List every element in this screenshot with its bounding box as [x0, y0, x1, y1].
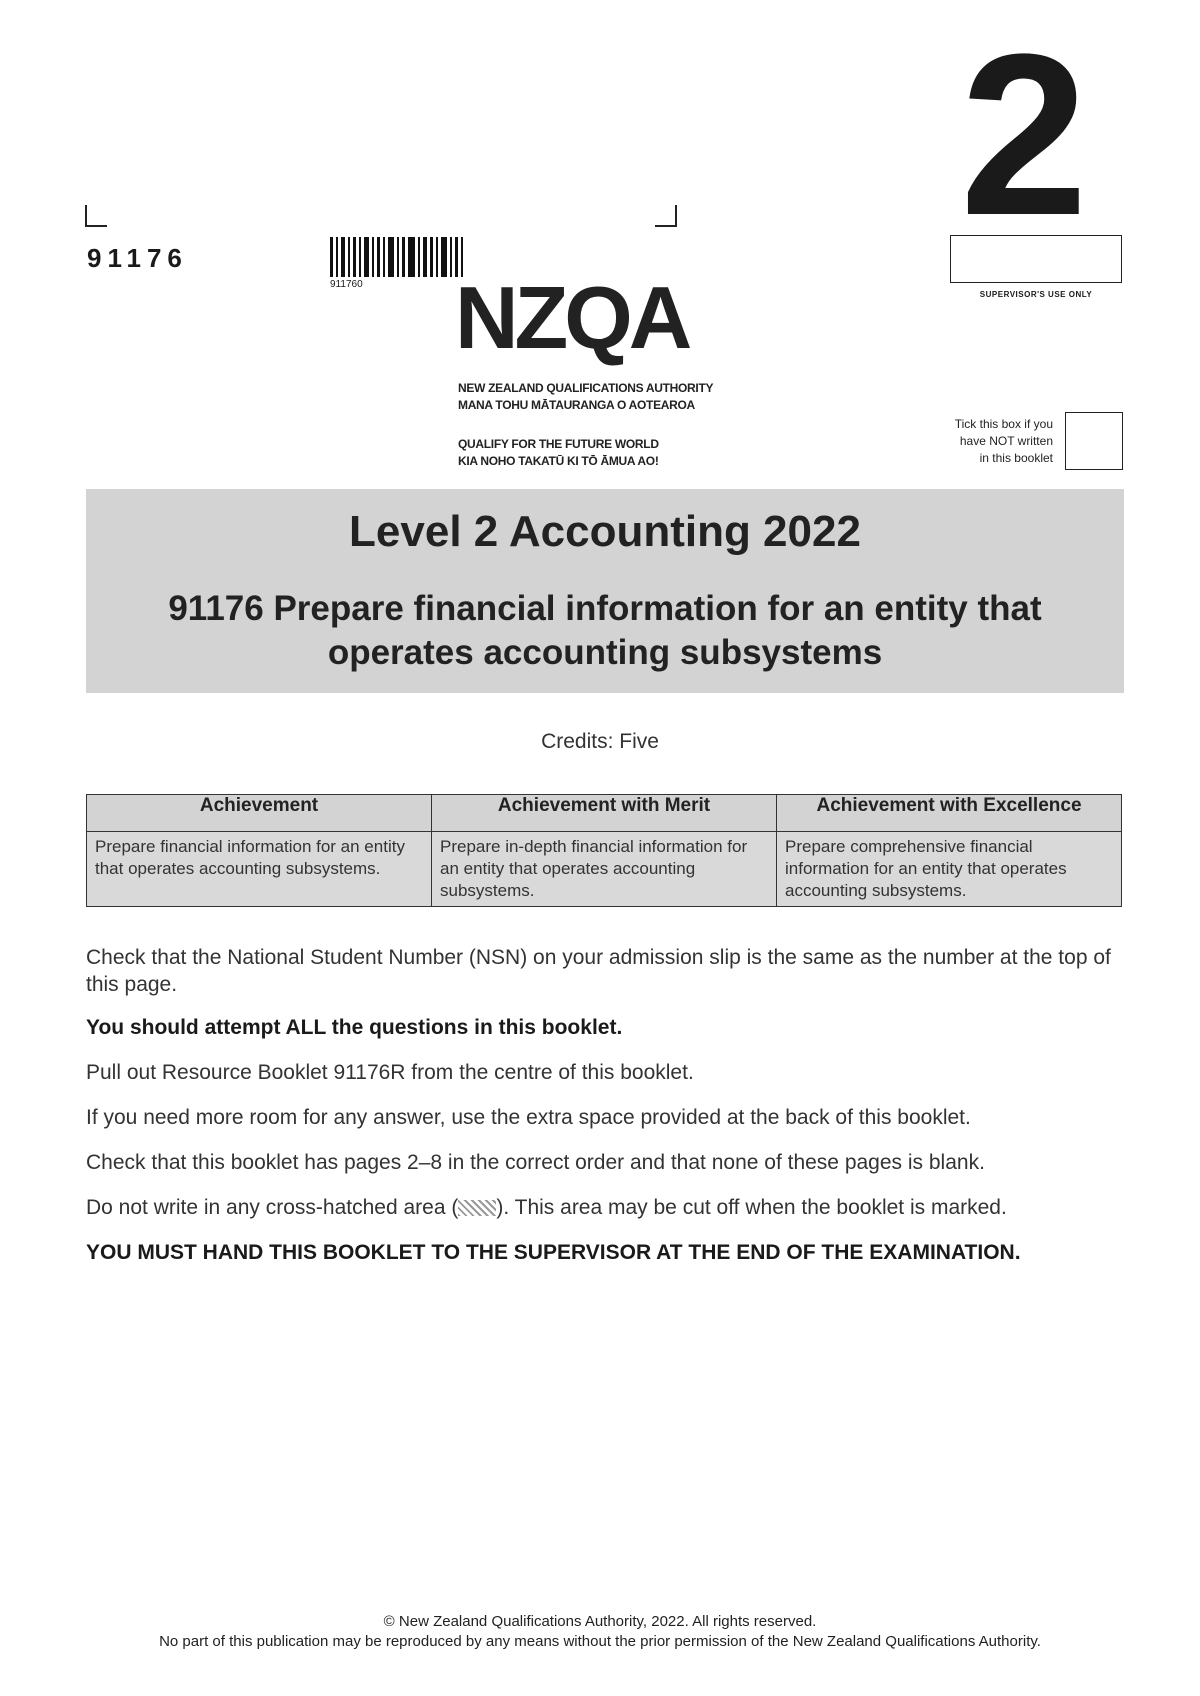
hatched-area-instruction: Do not write in any cross-hatched area ( ). This area may be cut off when the booklet is marked.: [86, 1196, 1007, 1219]
standard-title: 91176 Prepare financial information for an entity that operates accounting subsystems: [168, 589, 1042, 672]
supervisor-label: SUPERVISOR'S USE ONLY: [979, 290, 1093, 299]
nzqa-logo: [455, 268, 755, 368]
hand-in-instruction: YOU MUST HAND THIS BOOKLET TO THE SUPERVISOR AT THE END OF THE EXAMINATION.: [86, 1241, 1021, 1264]
header-achievement: Achievement: [87, 795, 432, 832]
tick-box-instruction: Tick this box if you have NOT written in this booklet: [954, 417, 1053, 465]
credits: Credits: Five: [541, 730, 659, 753]
org-name-english: NEW ZEALAND QUALIFICATIONS AUTHORITY: [458, 381, 714, 395]
title-band: [86, 489, 1124, 693]
desc-achievement: Prepare financial information for an entity that operates accounting subsystems.: [87, 832, 432, 907]
cross-hatch-sample: [458, 1200, 496, 1216]
nsn-instruction: Check that the National Student Number (NSN) on your admission slip is the same as the number at the top of this page.: [86, 946, 1111, 996]
crop-mark-right: [655, 205, 677, 227]
barcode-number: 911760: [330, 279, 363, 290]
extra-space-instruction: If you need more room for any answer, use the extra space provided at the back of this booklet.: [86, 1106, 971, 1129]
barcode: [330, 237, 470, 277]
header-excellence: Achievement with Excellence: [777, 795, 1122, 832]
desc-excellence: Prepare comprehensive financial information for an entity that operates accounting subsystems.: [777, 832, 1122, 907]
nzqa-logo-text: NZQA: [455, 268, 689, 367]
desc-merit: Prepare in-depth financial information for an entity that operates accounting subsystems.: [432, 832, 777, 907]
standard-code: 91176: [87, 243, 188, 273]
table-header-row: [87, 795, 1122, 832]
header-merit: Achievement with Merit: [432, 795, 777, 832]
pages-instruction: Check that this booklet has pages 2–8 in the correct order and that none of these pages is blank.: [86, 1151, 985, 1174]
org-name-maori: MANA TOHU MĀTAURANGA O AOTEAROA: [458, 398, 695, 412]
not-written-checkbox[interactable]: [1065, 412, 1123, 470]
copyright-notice: No part of this publication may be reproduced by any means without the prior permission of the New Zealand Qualifications Authority.: [159, 1633, 1041, 1650]
tagline-maori: KIA NOHO TAKATŪ KI TŌ ĀMUA AO!: [458, 454, 659, 468]
achievement-table: [86, 794, 1122, 907]
crop-mark-left: [85, 205, 107, 227]
attempt-all-instruction: You should attempt ALL the questions in this booklet.: [86, 1016, 623, 1039]
page-title: Level 2 Accounting 2022: [349, 507, 861, 556]
table-row: [87, 832, 1122, 907]
copyright: © New Zealand Qualifications Authority, 2022. All rights reserved.: [383, 1613, 817, 1630]
resource-instruction: Pull out Resource Booklet 91176R from the centre of this booklet.: [86, 1061, 694, 1084]
supervisor-box: [950, 235, 1122, 283]
level-number: 2: [960, 6, 1088, 263]
tagline-english: QUALIFY FOR THE FUTURE WORLD: [458, 437, 659, 451]
